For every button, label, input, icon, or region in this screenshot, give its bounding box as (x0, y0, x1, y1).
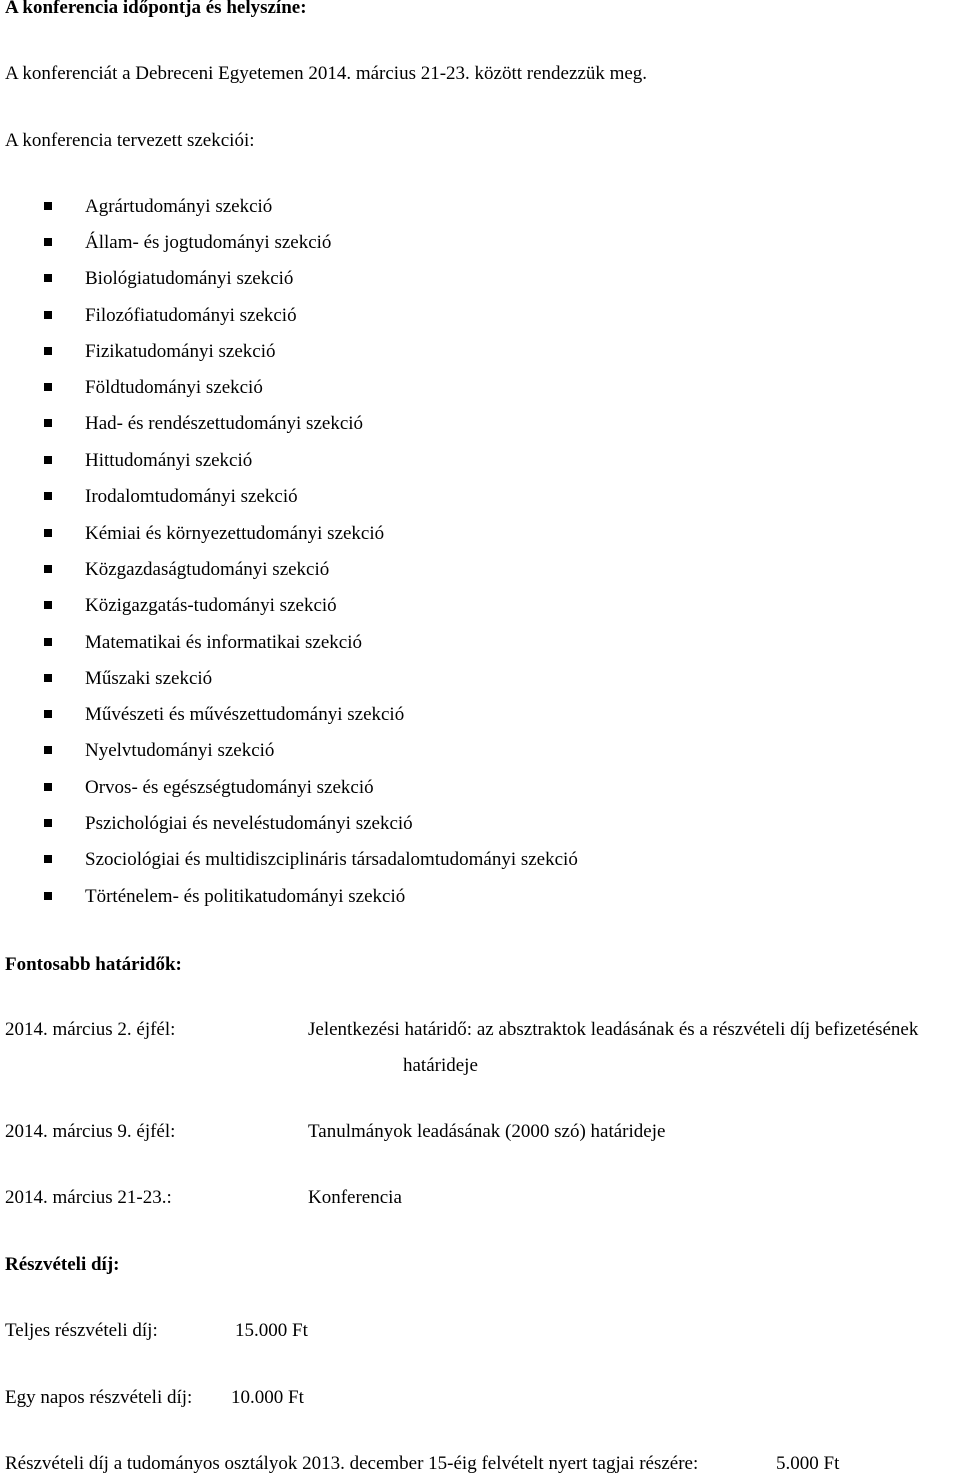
bullet-icon (44, 565, 52, 573)
bullet-icon (44, 855, 52, 863)
fees-heading: Részvételi díj: (5, 1254, 120, 1275)
section-label: Műszaki szekció (85, 668, 213, 689)
section-label: Állam- és jogtudományi szekció (85, 232, 332, 253)
bullet-icon (44, 311, 52, 319)
section-label: Pszichológiai és neveléstudományi szekció (85, 813, 413, 834)
sections-heading: A konferencia tervezett szekciói: (5, 130, 255, 151)
deadline-date: 2014. március 21-23.: (5, 1187, 172, 1208)
section-label: Filozófiatudományi szekció (85, 305, 297, 326)
fee-label: Részvételi díj a tudományos osztályok 2013. december 15-éig felvételt nyert tagjai részére: (5, 1453, 699, 1474)
location-heading: A konferencia időpontja és helyszíne: (5, 0, 307, 18)
section-label: Művészeti és művészettudományi szekció (85, 704, 405, 725)
section-label: Szociológiai és multidiszciplináris társadalomtudományi szekció (85, 849, 578, 870)
bullet-icon (44, 601, 52, 609)
deadline-desc: Konferencia (308, 1187, 402, 1208)
bullet-icon (44, 892, 52, 900)
fee-label: Egy napos részvételi díj: (5, 1387, 193, 1408)
bullet-icon (44, 238, 52, 246)
bullet-icon (44, 746, 52, 754)
bullet-icon (44, 347, 52, 355)
bullet-icon (44, 419, 52, 427)
deadline-desc: Tanulmányok leadásának (2000 szó) határideje (308, 1121, 666, 1142)
deadline-desc: Jelentkezési határidő: az absztraktok leadásának és a részvételi díj befizetésének (308, 1019, 919, 1040)
bullet-icon (44, 819, 52, 827)
section-label: Közigazgatás-tudományi szekció (85, 595, 337, 616)
section-label: Had- és rendészettudományi szekció (85, 413, 364, 434)
deadlines-heading: Fontosabb határidők: (5, 954, 182, 975)
section-label: Történelem- és politikatudományi szekció (85, 886, 406, 907)
section-label: Közgazdaságtudományi szekció (85, 559, 330, 580)
section-label: Hittudományi szekció (85, 450, 253, 471)
section-label: Kémiai és környezettudományi szekció (85, 523, 385, 544)
section-label: Nyelvtudományi szekció (85, 740, 275, 761)
location-text: A konferenciát a Debreceni Egyetemen 2014. március 21-23. között rendezzük meg. (5, 63, 648, 84)
bullet-icon (44, 529, 52, 537)
bullet-icon (44, 202, 52, 210)
section-label: Irodalomtudományi szekció (85, 486, 298, 507)
bullet-icon (44, 674, 52, 682)
bullet-icon (44, 492, 52, 500)
section-label: Fizikatudományi szekció (85, 341, 276, 362)
bullet-icon (44, 274, 52, 282)
fee-value: 10.000 Ft (231, 1387, 304, 1408)
section-label: Biológiatudományi szekció (85, 268, 294, 289)
deadline-date: 2014. március 9. éjfél: (5, 1121, 176, 1142)
deadline-date: 2014. március 2. éjfél: (5, 1019, 176, 1040)
bullet-icon (44, 783, 52, 791)
bullet-icon (44, 456, 52, 464)
section-label: Orvos- és egészségtudományi szekció (85, 777, 374, 798)
section-label: Földtudományi szekció (85, 377, 263, 398)
deadline-desc-cont: határideje (403, 1055, 478, 1076)
fee-value: 5.000 Ft (776, 1453, 840, 1474)
bullet-icon (44, 383, 52, 391)
bullet-icon (44, 638, 52, 646)
fee-label: Teljes részvételi díj: (5, 1320, 158, 1341)
section-label: Agrártudományi szekció (85, 196, 273, 217)
bullet-icon (44, 710, 52, 718)
fee-value: 15.000 Ft (235, 1320, 308, 1341)
section-label: Matematikai és informatikai szekció (85, 632, 362, 653)
